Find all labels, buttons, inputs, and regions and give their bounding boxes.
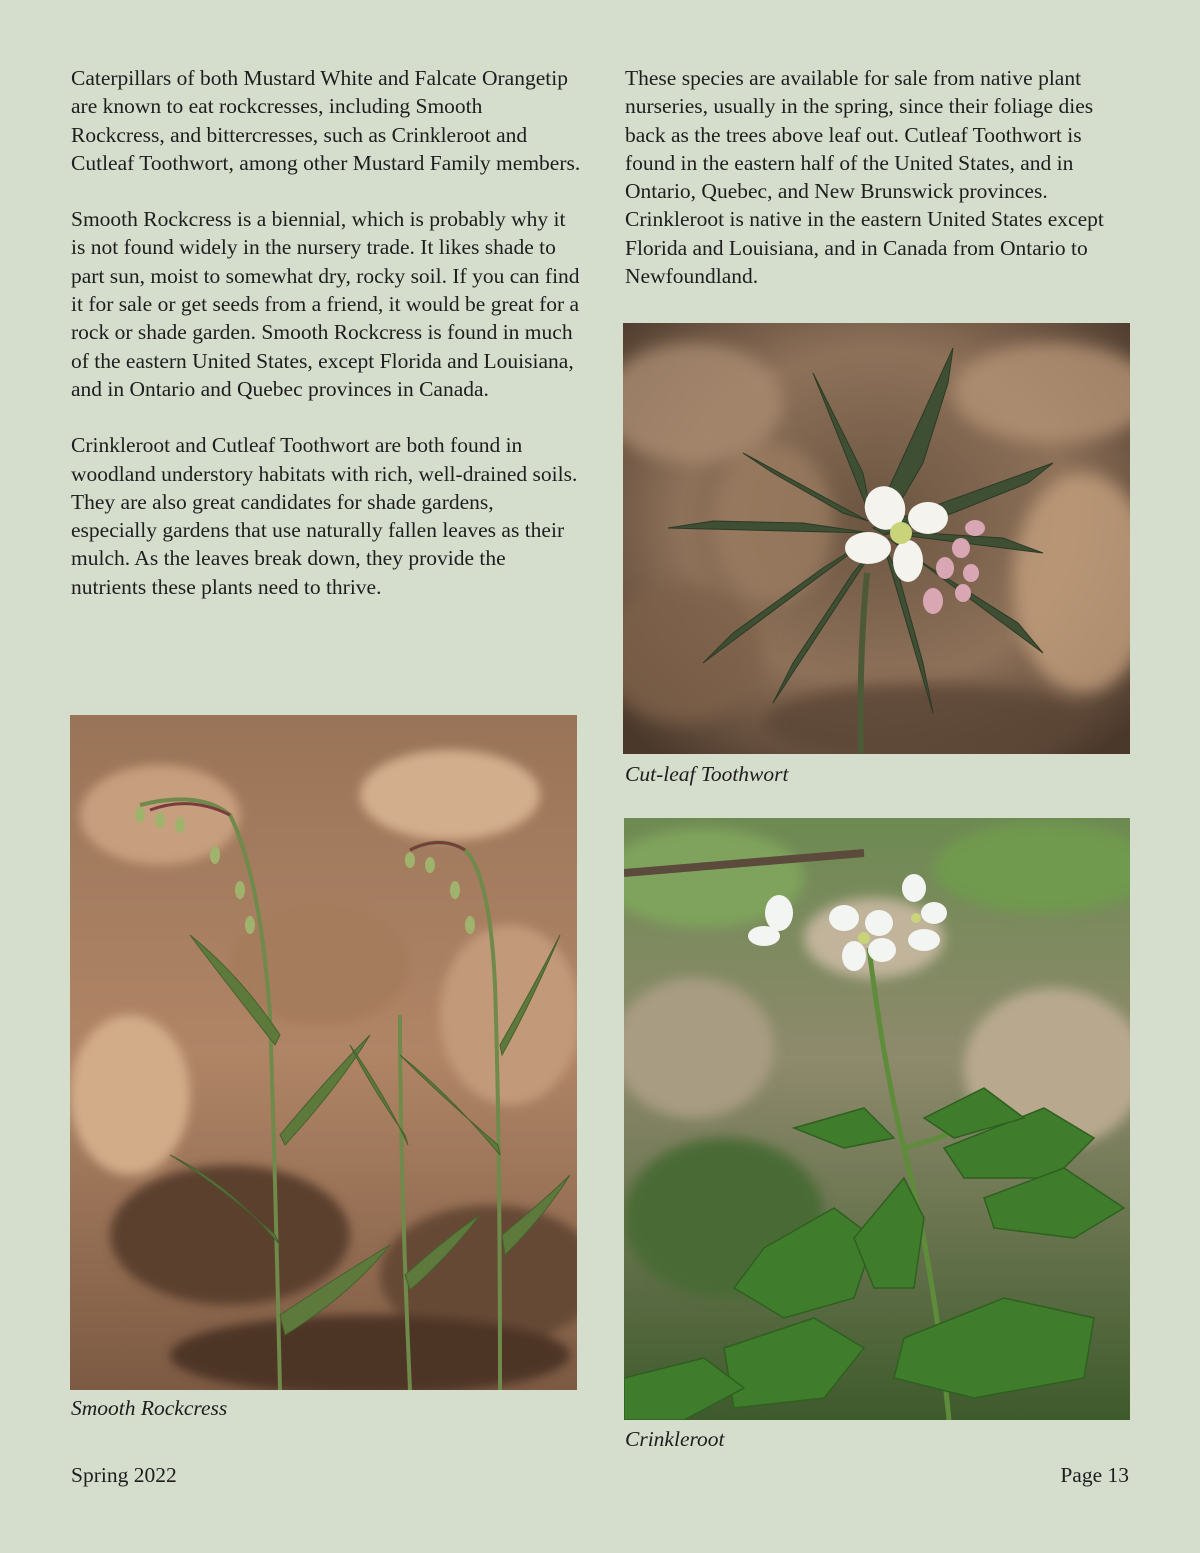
paragraph-caterpillars: Caterpillars of both Mustard White and Falcate Orangetip are known to eat rockcresses, including Smooth Rockcress, and bittercresses, such as Crinkleroot and Cutleaf Toothwort, among other Mustard Family members. [71,66,581,175]
left-text-column [71,64,581,629]
crinkleroot-caption: Crinkleroot [625,1427,725,1451]
crinkleroot-photo [624,818,1130,1420]
right-text-column [625,64,1135,318]
rockcress-caption: Smooth Rockcress [71,1396,228,1420]
toothwort-photo [623,323,1130,754]
footer-issue: Spring 2022 [71,1463,177,1487]
rockcress-photo [70,715,577,1390]
paragraph-availability: These species are available for sale from native plant nurseries, usually in the spring, since their foliage dies back as the trees above leaf out. Cutleaf Toothwort is found in the eastern half of the United States, and in Ontario, Quebec, and New Brunswick provinces. Crinkleroot is native in the eastern United States except Florida and Louisiana, and in Canada from Ontario to Newfoundland. [625,66,1104,289]
paragraph-smooth-rockcress: Smooth Rockcress is a biennial, which is probably why it is not found widely in the nursery trade. It likes shade to part sun, moist to somewhat dry, rocky soil. If you can find it for sale or get seeds from a friend, it would be great for a rock or shade garden. Smooth Rockcress is found in much of the eastern United States, except Florida and Louisiana, and in Ontario and Quebec provinces in Canada. [71,207,580,401]
paragraph-crinkleroot-toothwort: Crinkleroot and Cutleaf Toothwort are both found in woodland understory habitats with rich, well-drained soils. They are also great candidates for shade gardens, especially gardens that use naturally fallen leaves as their mulch. As the leaves break down, they provide the nutrients these plants need to thrive. [71,433,578,599]
footer-page-number: Page 13 [1060,1463,1129,1487]
toothwort-caption: Cut-leaf Toothwort [625,762,789,786]
